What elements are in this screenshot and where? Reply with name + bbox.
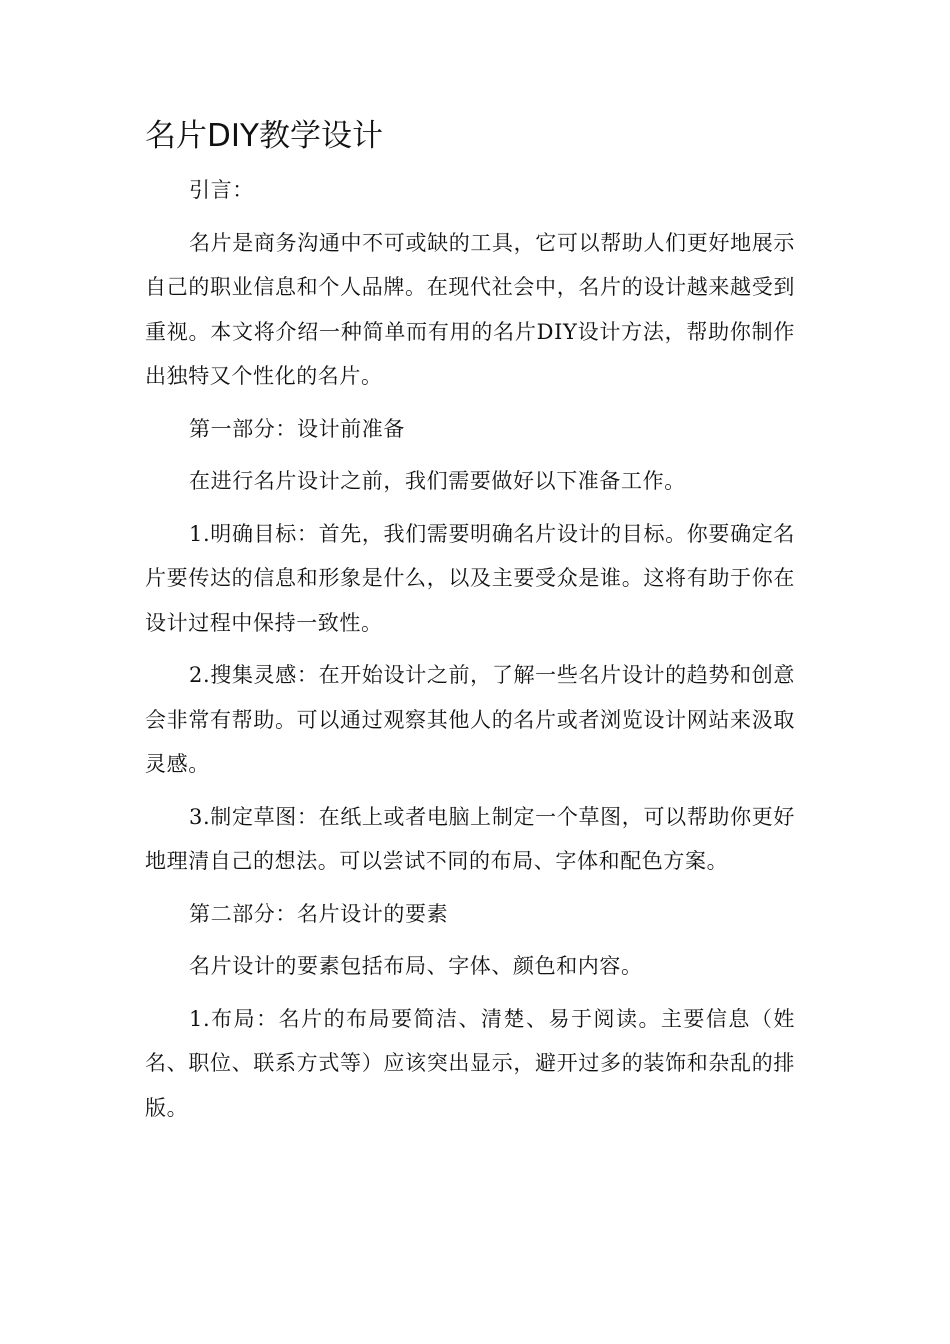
paragraph-part-one-intro: 在进行名片设计之前，我们需要做好以下准备工作。 [189, 469, 686, 493]
paragraph-intro-label: 引言： [189, 178, 254, 202]
document-page [145, 112, 795, 1138]
section-heading-part-two: 第二部分：名片设计的要素 [189, 901, 449, 926]
section-heading-part-one: 第一部分：设计前准备 [189, 416, 405, 441]
paragraph-part-two-intro: 名片设计的要素包括布局、字体、颜色和内容。 [189, 954, 643, 978]
document-title: 名片DIY教学设计 [145, 118, 383, 154]
paragraph-step-2: 2.搜集灵感：在开始设计之前，了解一些名片设计的趋势和创意会非常有帮助。可以通过观察其他人的名片或者浏览设计网站来汲取灵感。 [145, 663, 795, 776]
paragraph-step-1: 1.明确目标：首先，我们需要明确名片设计的目标。你要确定名片要传达的信息和形象是什么，以及主要受众是谁。这将有助于你在设计过程中保持一致性。 [145, 521, 795, 635]
paragraph-intro-body: 名片是商务沟通中不可或缺的工具，它可以帮助人们更好地展示自己的职业信息和个人品牌。在现代社会中，名片的设计越来越受到重视。本文将介绍一种简单而有用的名片DIY设计方法，帮助你制作出独特又个性化的名片。 [145, 230, 795, 388]
paragraph-layout: 1.布局：名片的布局要简洁、清楚、易于阅读。主要信息（姓名、职位、联系方式等）应该突出显示，避开过多的装饰和杂乱的排版。 [145, 1006, 795, 1120]
paragraph-step-3: 3.制定草图：在纸上或者电脑上制定一个草图，可以帮助你更好地理清自己的想法。可以尝试不同的布局、字体和配色方案。 [145, 804, 795, 873]
